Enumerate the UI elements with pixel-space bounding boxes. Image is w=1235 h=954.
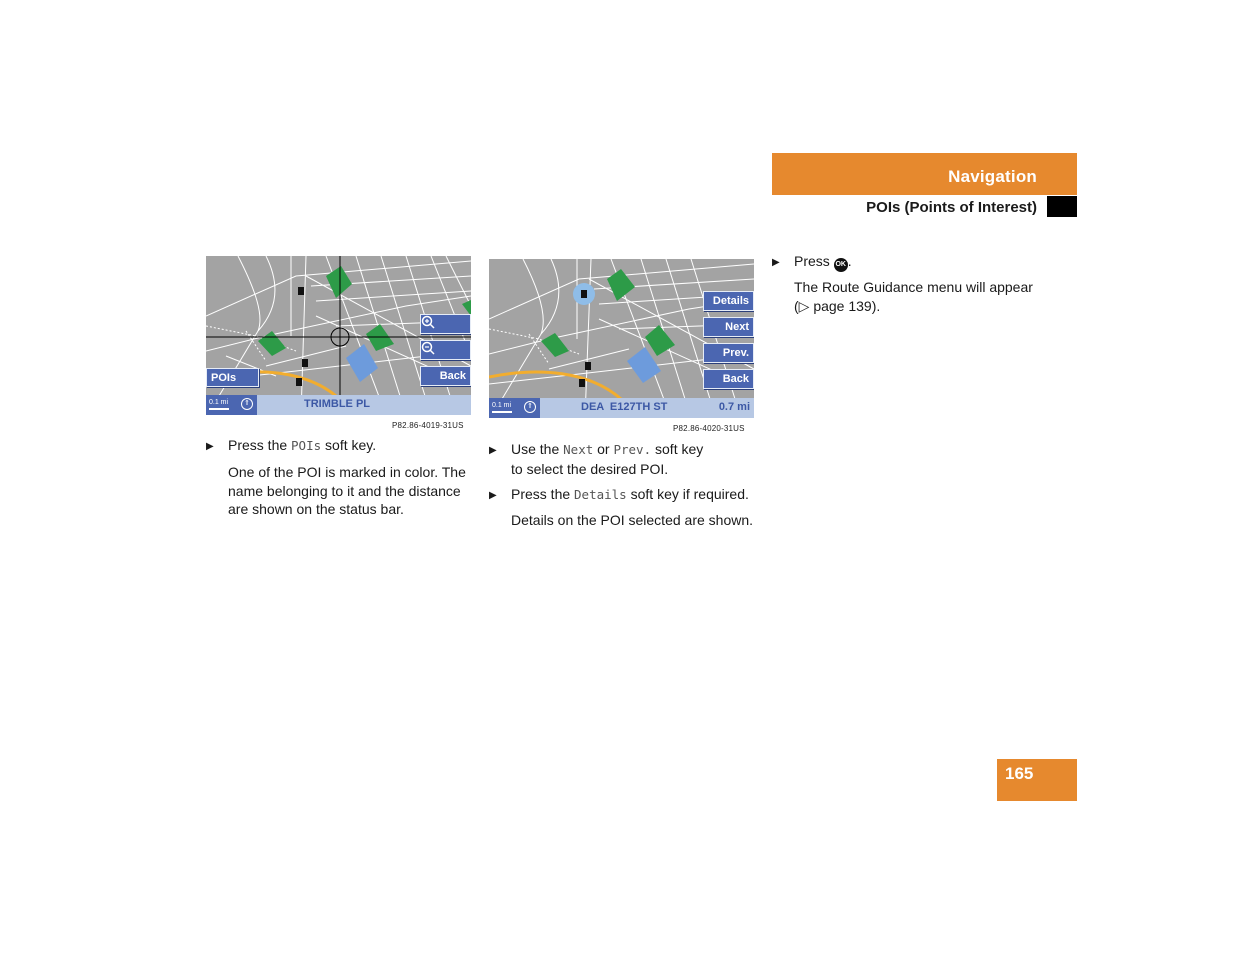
section-header-bar — [772, 153, 1077, 195]
poi-distance: 0.7 mi — [718, 401, 750, 413]
bullet-arrow-icon: ▶ — [489, 490, 497, 501]
ok-button-icon: OK — [834, 258, 848, 272]
instruction-note: Details on the POI selected are shown. — [511, 512, 754, 528]
figure-code-1: P82.86-4019-31US — [392, 421, 464, 430]
instruction-note: One of the POI is marked in color. The name belonging to it and the distance are shown on the status bar. — [228, 464, 466, 517]
scale-label: 0.1 mi — [492, 402, 512, 409]
instruction-step: Use the Next or Prev. soft key to select the desired POI. — [511, 441, 704, 477]
poi-name: DEA E127TH ST — [581, 401, 668, 413]
next-softkey[interactable]: Next — [703, 317, 754, 337]
figure-code-2: P82.86-4020-31US — [673, 424, 745, 433]
back-softkey[interactable]: Back — [420, 366, 471, 386]
compass-icon: ⇑ — [241, 398, 253, 410]
map-screen-1 — [206, 256, 471, 415]
scale-indicator — [206, 395, 257, 415]
subsection-title: POIs (Points of Interest) — [866, 199, 1037, 216]
zoom-out-softkey[interactable] — [420, 340, 471, 360]
bullet-arrow-icon: ▶ — [772, 257, 780, 268]
instruction-step: Press the POIs soft key. — [228, 437, 377, 453]
page-number: 165 — [1005, 764, 1034, 783]
scale-label: 0.1 mi — [209, 399, 229, 406]
status-bar — [489, 398, 754, 418]
prev-softkey[interactable]: Prev. — [703, 343, 754, 363]
instruction-step: Press the Details soft key if required. — [511, 486, 749, 502]
softkey-ref: Prev. — [613, 442, 652, 457]
instruction-note: The Route Guidance menu will appear (▷ page 139). — [794, 279, 1033, 314]
street-name: TRIMBLE PL — [304, 398, 370, 410]
section-title: Navigation — [948, 167, 1037, 186]
bullet-arrow-icon: ▶ — [489, 445, 497, 456]
subsection-marker — [1047, 196, 1077, 217]
map-screen-2 — [489, 259, 754, 418]
softkey-ref: POIs — [291, 438, 322, 453]
details-softkey[interactable]: Details — [703, 291, 754, 311]
compass-icon: ⇑ — [524, 401, 536, 413]
softkey-ref: Details — [574, 487, 627, 502]
pois-softkey[interactable]: POIs — [206, 368, 259, 387]
instruction-step: Press OK . — [794, 252, 852, 272]
map-1-streets — [206, 256, 471, 415]
bullet-arrow-icon: ▶ — [206, 441, 214, 452]
status-bar — [206, 395, 471, 415]
back-softkey[interactable]: Back — [703, 369, 754, 389]
zoom-in-softkey[interactable] — [420, 314, 471, 334]
page-number-box — [997, 759, 1077, 801]
map-2-streets — [489, 259, 754, 418]
scale-indicator — [489, 398, 540, 418]
softkey-ref: Next — [563, 442, 594, 457]
